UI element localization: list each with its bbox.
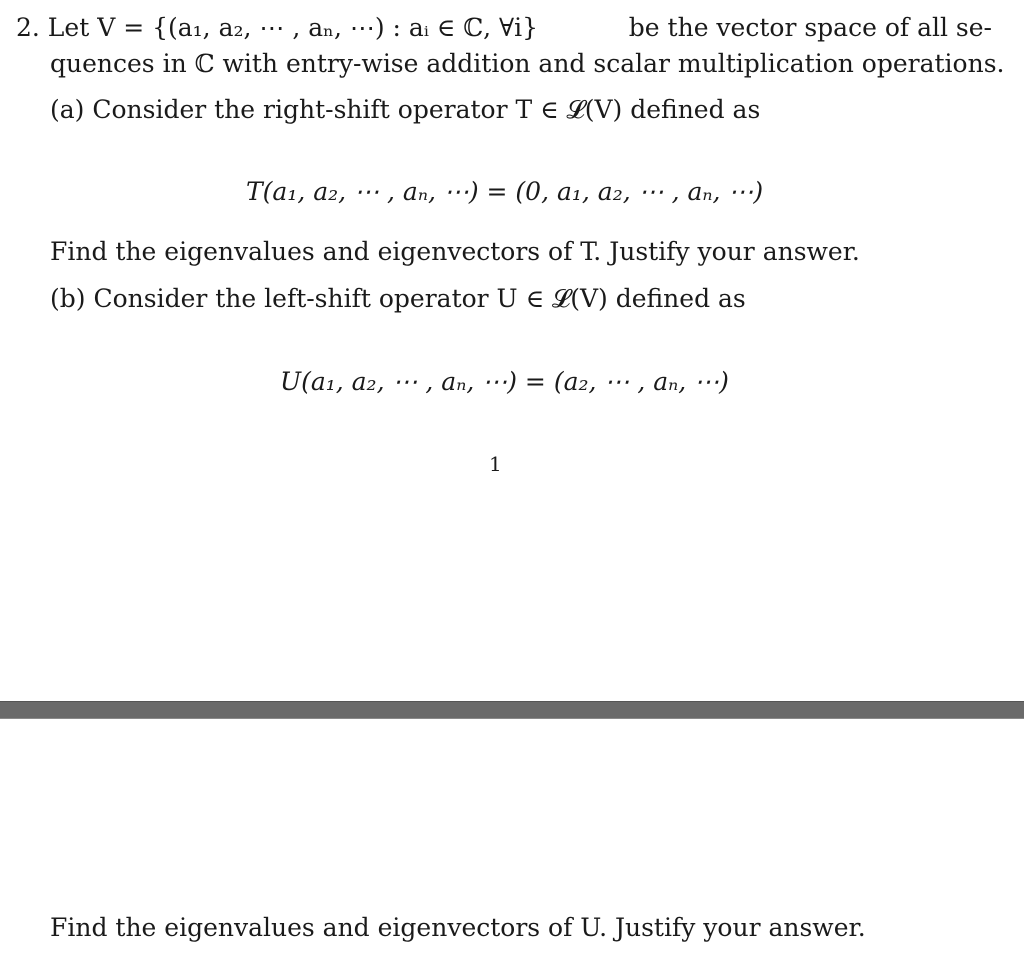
problem-line-1	[16, 12, 992, 44]
part-a-question: Find the eigenvalues and eigenvectors of T. Justify your answer.	[50, 237, 860, 266]
problem-line-1-tail: be the vector space of all se-	[628, 13, 992, 42]
page-number: 1	[489, 452, 502, 476]
part-b-intro: (b) Consider the left-shift operator U ∈ 𝓛(V) defined as	[50, 284, 746, 313]
page-break-divider	[0, 701, 1024, 719]
part-a-equation: T(a₁, a₂, ⋯ , aₙ, ⋯) = (0, a₁, a₂, ⋯ , aₙ, ⋯)	[246, 177, 764, 206]
part-a-intro: (a) Consider the right-shift operator T ∈ 𝓛(V) defined as	[50, 95, 761, 124]
part-b-equation: U(a₁, a₂, ⋯ , aₙ, ⋯) = (a₂, ⋯ , aₙ, ⋯)	[280, 367, 729, 396]
problem-line-2: quences in ℂ with entry-wise addition and scalar multiplication operations.	[50, 49, 1005, 78]
part-b-question: Find the eigenvalues and eigenvectors of U. Justify your answer.	[50, 913, 866, 942]
problem-line-1-definition: 2. Let V = {(a₁, a₂, ⋯ , aₙ, ⋯) : aᵢ ∈ ℂ, ∀i}	[16, 13, 539, 42]
